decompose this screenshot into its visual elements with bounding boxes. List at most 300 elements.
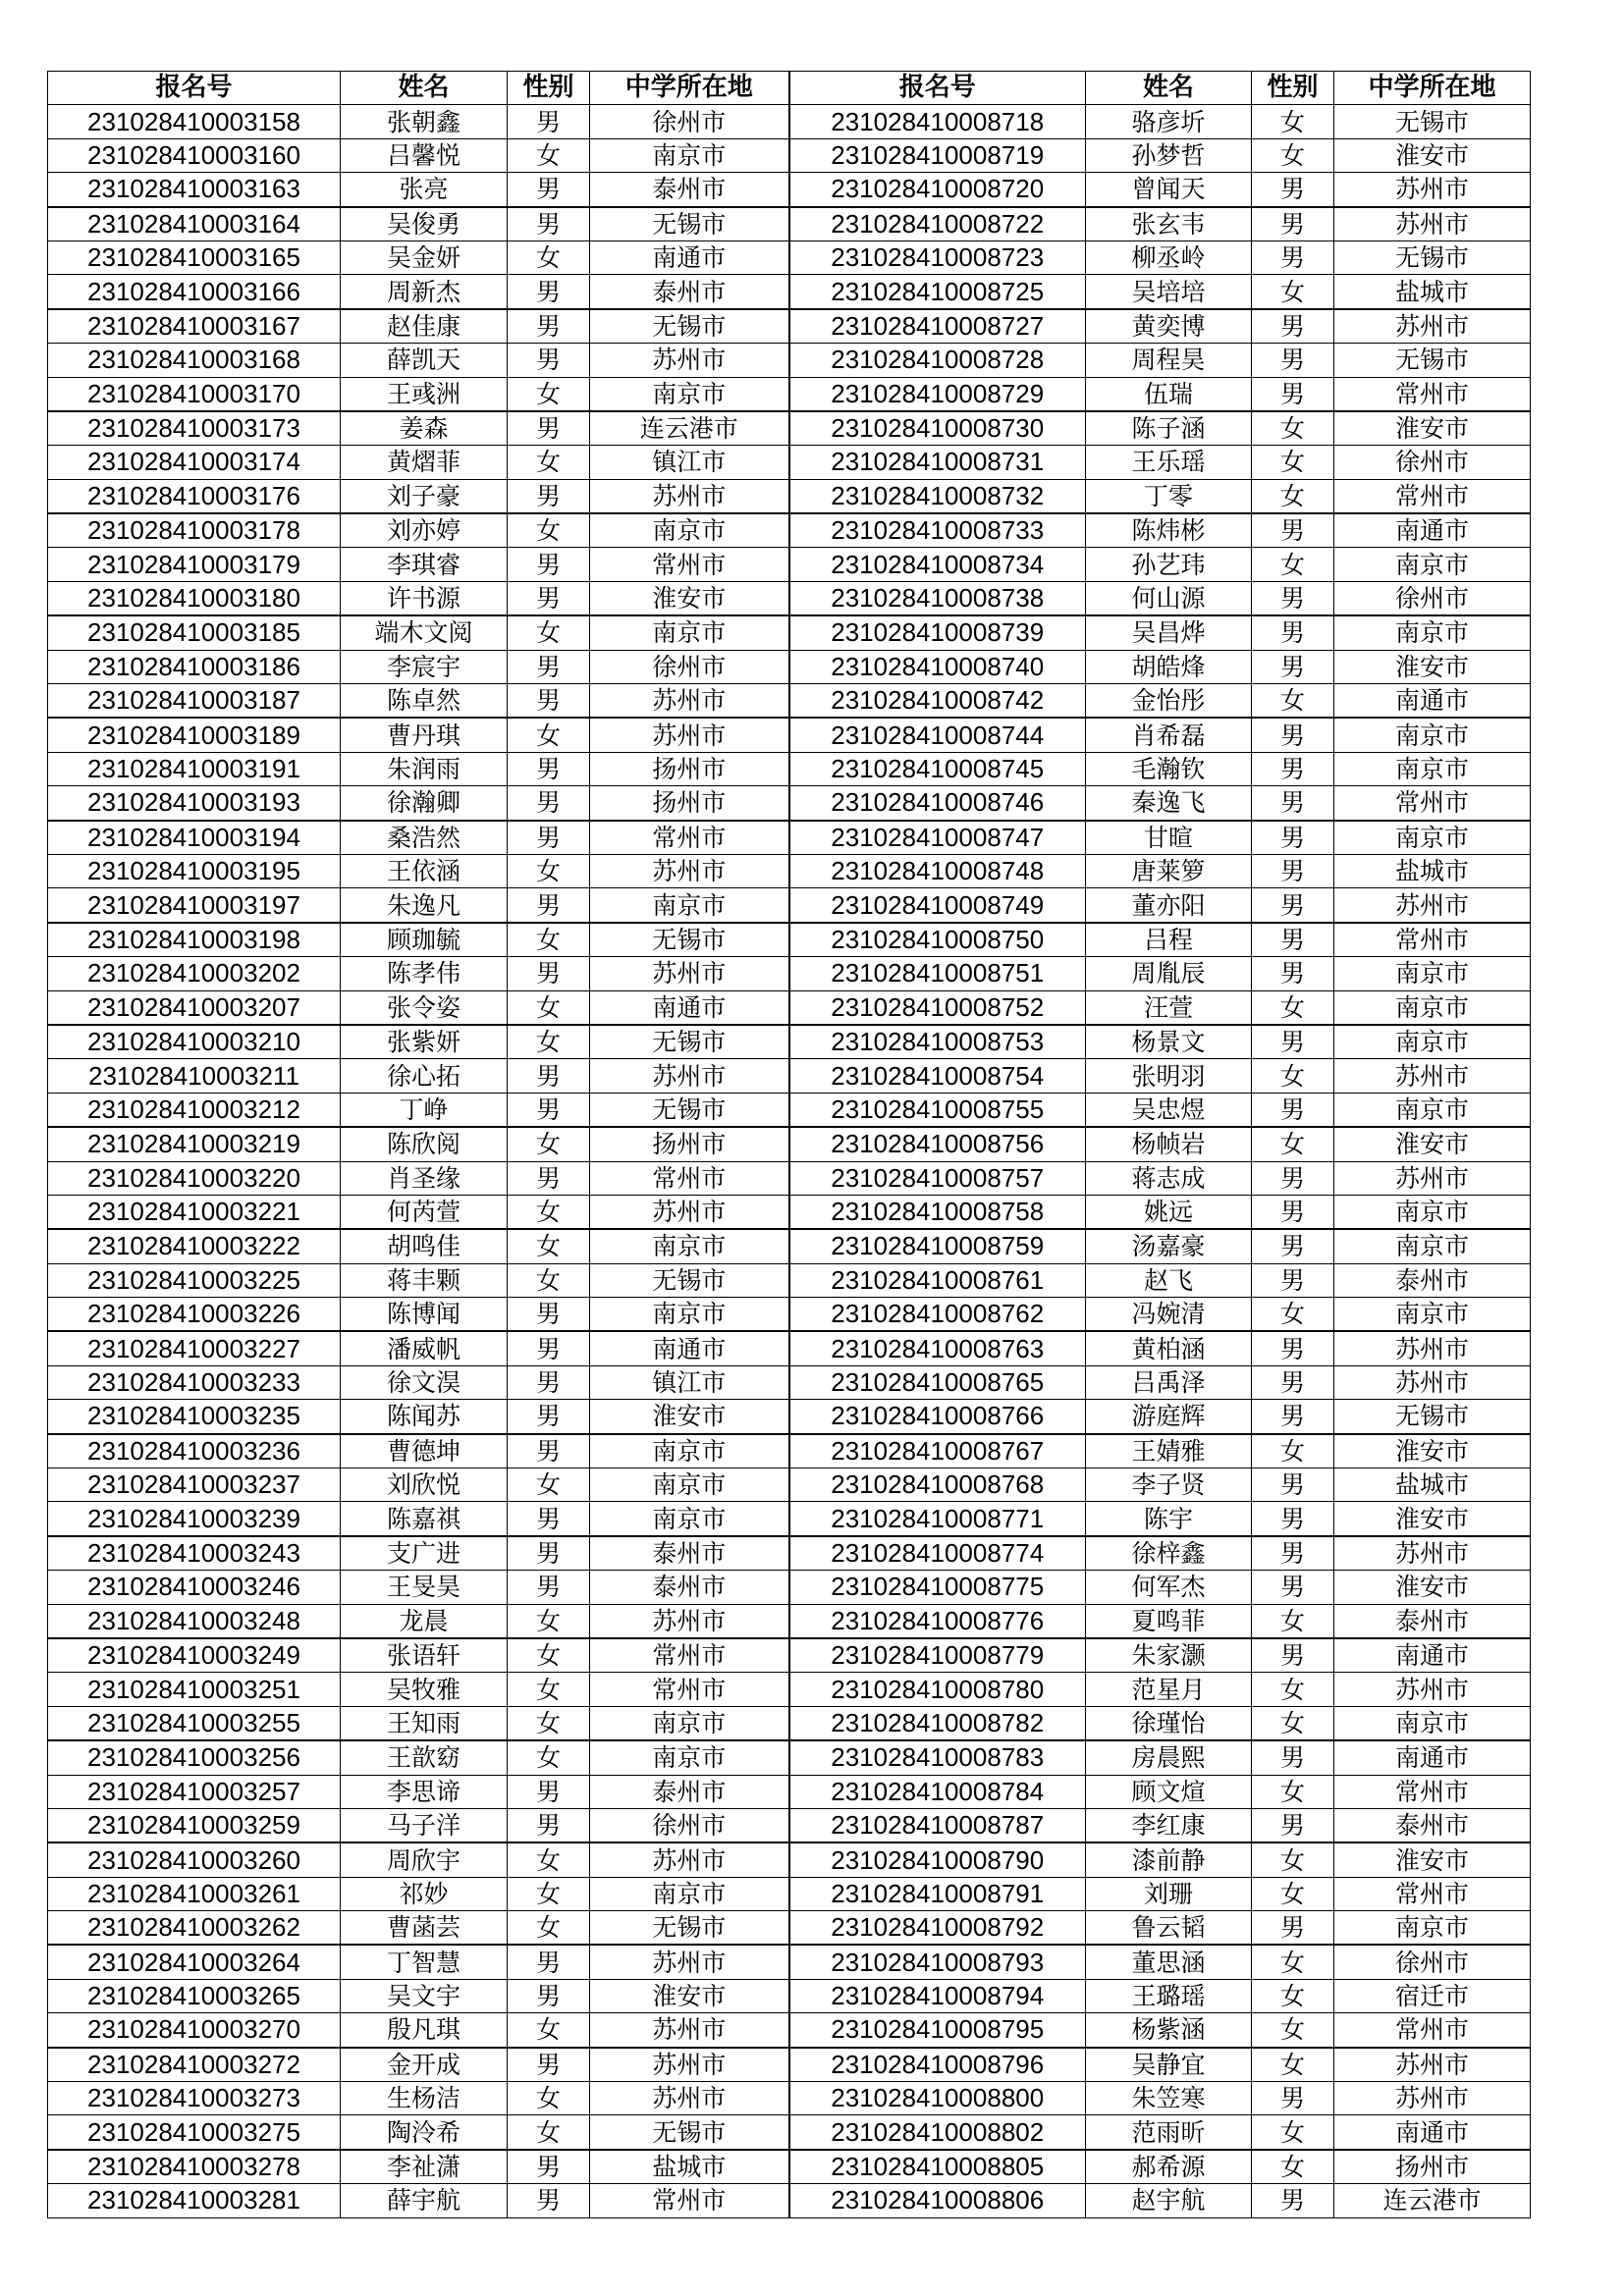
cell-name: 陶泠希: [341, 2115, 508, 2150]
cell-gender: 男: [1252, 1502, 1334, 1536]
cell-city: 南京市: [590, 1740, 789, 1775]
cell-id: 231028410008739: [789, 615, 1086, 650]
cell-gender: 男: [508, 275, 590, 309]
cell-name: 骆彦圻: [1086, 105, 1252, 138]
cell-name: 范雨昕: [1086, 2115, 1252, 2150]
cell-id: 231028410008759: [789, 1229, 1086, 1263]
cell-gender: 男: [1252, 1808, 1334, 1842]
cell-city: 扬州市: [1334, 2150, 1531, 2184]
cell-city: 南京市: [1334, 1229, 1531, 1263]
cell-name: 何军杰: [1086, 1571, 1252, 1604]
cell-city: 苏州市: [590, 957, 789, 990]
table-row: [48, 1468, 1531, 1502]
cell-id: 231028410008731: [789, 446, 1086, 479]
cell-name: 曹德坤: [341, 1434, 508, 1468]
cell-gender: 男: [1252, 1740, 1334, 1775]
cell-name: 许书源: [341, 581, 508, 615]
cell-city: 盐城市: [1334, 1468, 1531, 1502]
cell-name: 吴昌烨: [1086, 615, 1252, 650]
cell-name: 范星月: [1086, 1673, 1252, 1706]
cell-gender: 男: [508, 1808, 590, 1842]
cell-id: 231028410008745: [789, 752, 1086, 785]
cell-gender: 男: [1252, 888, 1334, 923]
cell-id: 231028410003166: [48, 275, 341, 309]
cell-name: 李祉潇: [341, 2150, 508, 2184]
cell-city: 南通市: [590, 240, 789, 274]
cell-gender: 男: [1252, 1263, 1334, 1297]
cell-city: 南京市: [590, 1706, 789, 1740]
cell-name: 姚远: [1086, 1195, 1252, 1229]
cell-id: 231028410008728: [789, 344, 1086, 377]
cell-name: 刘亦婷: [341, 513, 508, 548]
cell-gender: 女: [1252, 1706, 1334, 1740]
cell-city: 盐城市: [1334, 854, 1531, 887]
cell-gender: 男: [508, 105, 590, 138]
cell-gender: 女: [508, 1263, 590, 1297]
cell-name: 吕程: [1086, 923, 1252, 957]
cell-city: 淮安市: [1334, 1571, 1531, 1604]
cell-id: 231028410003189: [48, 718, 341, 752]
cell-name: 杨景文: [1086, 1025, 1252, 1059]
cell-id: 231028410003185: [48, 615, 341, 650]
cell-gender: 女: [1252, 1434, 1334, 1468]
cell-city: 南通市: [1334, 513, 1531, 548]
cell-name: 顾文煊: [1086, 1775, 1252, 1808]
cell-gender: 男: [1252, 1400, 1334, 1434]
cell-gender: 男: [1252, 173, 1334, 207]
cell-city: 南京市: [590, 615, 789, 650]
table-row: [48, 513, 1531, 548]
cell-city: 扬州市: [590, 1127, 789, 1161]
table-row: [48, 752, 1531, 785]
cell-gender: 女: [508, 446, 590, 479]
cell-gender: 男: [508, 684, 590, 719]
cell-id: 231028410008800: [789, 2082, 1086, 2115]
cell-id: 231028410008796: [789, 2048, 1086, 2082]
cell-name: 黄柏涵: [1086, 1331, 1252, 1365]
table-row: [48, 1842, 1531, 1877]
cell-gender: 男: [508, 1331, 590, 1365]
cell-gender: 女: [1252, 479, 1334, 513]
cell-id: 231028410003270: [48, 2013, 341, 2048]
cell-gender: 女: [508, 1638, 590, 1673]
table-row: [48, 2082, 1531, 2115]
cell-gender: 女: [1252, 105, 1334, 138]
cell-name: 朱润雨: [341, 752, 508, 785]
cell-gender: 女: [508, 615, 590, 650]
cell-city: 苏州市: [1334, 2048, 1531, 2082]
table-row: [48, 957, 1531, 990]
cell-city: 南京市: [1334, 1911, 1531, 1946]
cell-id: 231028410003275: [48, 2115, 341, 2150]
cell-name: 吴俊勇: [341, 207, 508, 241]
cell-city: 南通市: [590, 1331, 789, 1365]
cell-gender: 男: [508, 1298, 590, 1332]
cell-city: 连云港市: [590, 411, 789, 446]
cell-city: 泰州市: [1334, 1263, 1531, 1297]
cell-name: 吴金妍: [341, 240, 508, 274]
cell-name: 夏鸣菲: [1086, 1604, 1252, 1638]
cell-gender: 女: [1252, 1127, 1334, 1161]
cell-id: 231028410008734: [789, 548, 1086, 581]
cell-gender: 男: [1252, 309, 1334, 344]
cell-name: 曹菡芸: [341, 1911, 508, 1946]
cell-city: 苏州市: [590, 344, 789, 377]
cell-name: 吴牧雅: [341, 1673, 508, 1706]
cell-gender: 女: [508, 990, 590, 1025]
cell-id: 231028410008779: [789, 1638, 1086, 1673]
cell-id: 231028410008795: [789, 2013, 1086, 2048]
cell-gender: 女: [1252, 684, 1334, 719]
cell-id: 231028410003160: [48, 138, 341, 172]
table-row: [48, 786, 1531, 821]
cell-name: 朱逸凡: [341, 888, 508, 923]
header-name: 姓名: [341, 72, 508, 105]
cell-id: 231028410008775: [789, 1571, 1086, 1604]
cell-name: 肖希磊: [1086, 718, 1252, 752]
cell-id: 231028410008792: [789, 1911, 1086, 1946]
cell-city: 无锡市: [590, 1263, 789, 1297]
cell-city: 南京市: [1334, 615, 1531, 650]
cell-city: 无锡市: [1334, 344, 1531, 377]
cell-gender: 女: [508, 240, 590, 274]
cell-gender: 男: [508, 821, 590, 855]
cell-id: 231028410003173: [48, 411, 341, 446]
table-row: [48, 1502, 1531, 1536]
cell-id: 231028410008740: [789, 650, 1086, 683]
cell-name: 王璐瑶: [1086, 1979, 1252, 2012]
cell-city: 苏州市: [1334, 309, 1531, 344]
cell-city: 南京市: [590, 888, 789, 923]
cell-id: 231028410003194: [48, 821, 341, 855]
cell-name: 董思涵: [1086, 1945, 1252, 1979]
cell-id: 231028410003197: [48, 888, 341, 923]
cell-city: 苏州市: [590, 2082, 789, 2115]
table-row: [48, 207, 1531, 241]
cell-gender: 男: [508, 752, 590, 785]
cell-name: 曾闻天: [1086, 173, 1252, 207]
cell-id: 231028410003233: [48, 1365, 341, 1399]
cell-name: 王旻昊: [341, 1571, 508, 1604]
cell-gender: 女: [508, 2082, 590, 2115]
cell-name: 唐莱箩: [1086, 854, 1252, 887]
table-row: [48, 1877, 1531, 1910]
cell-name: 朱笠寒: [1086, 2082, 1252, 2115]
cell-name: 陈闻苏: [341, 1400, 508, 1434]
cell-gender: 男: [508, 957, 590, 990]
cell-id: 231028410008718: [789, 105, 1086, 138]
cell-gender: 女: [508, 1877, 590, 1910]
cell-city: 南通市: [1334, 684, 1531, 719]
cell-city: 淮安市: [1334, 1502, 1531, 1536]
table-row: [48, 1195, 1531, 1229]
cell-city: 南京市: [1334, 1093, 1531, 1127]
cell-city: 淮安市: [1334, 411, 1531, 446]
cell-name: 支广进: [341, 1536, 508, 1571]
cell-name: 刘子豪: [341, 479, 508, 513]
cell-gender: 女: [508, 923, 590, 957]
cell-id: 231028410003211: [48, 1059, 341, 1093]
cell-city: 南京市: [1334, 821, 1531, 855]
cell-gender: 女: [508, 1842, 590, 1877]
cell-id: 231028410008742: [789, 684, 1086, 719]
cell-gender: 男: [508, 1979, 590, 2012]
cell-gender: 男: [508, 1536, 590, 1571]
cell-gender: 男: [1252, 1571, 1334, 1604]
cell-gender: 男: [1252, 1195, 1334, 1229]
cell-name: 蒋志成: [1086, 1161, 1252, 1195]
cell-id: 231028410003179: [48, 548, 341, 581]
cell-gender: 男: [508, 650, 590, 683]
cell-name: 陈炜彬: [1086, 513, 1252, 548]
table-row: [48, 2150, 1531, 2184]
cell-name: 曹丹琪: [341, 718, 508, 752]
table-row: [48, 1025, 1531, 1059]
cell-name: 张明羽: [1086, 1059, 1252, 1093]
cell-city: 南京市: [1334, 548, 1531, 581]
header-id: 报名号: [789, 72, 1086, 105]
cell-name: 李子贤: [1086, 1468, 1252, 1502]
cell-id: 231028410003246: [48, 1571, 341, 1604]
cell-city: 无锡市: [590, 2115, 789, 2150]
cell-id: 231028410003281: [48, 2184, 341, 2217]
cell-id: 231028410008722: [789, 207, 1086, 241]
cell-id: 231028410003164: [48, 207, 341, 241]
cell-city: 无锡市: [590, 923, 789, 957]
cell-id: 231028410008761: [789, 1263, 1086, 1297]
cell-city: 扬州市: [590, 752, 789, 785]
cell-name: 李宸宇: [341, 650, 508, 683]
cell-id: 231028410008771: [789, 1502, 1086, 1536]
cell-gender: 女: [508, 1706, 590, 1740]
cell-id: 231028410003222: [48, 1229, 341, 1263]
cell-name: 杨帧岩: [1086, 1127, 1252, 1161]
cell-id: 231028410003165: [48, 240, 341, 274]
cell-city: 苏州市: [590, 1059, 789, 1093]
cell-id: 231028410003202: [48, 957, 341, 990]
cell-gender: 女: [508, 2115, 590, 2150]
cell-id: 231028410008750: [789, 923, 1086, 957]
cell-city: 南通市: [1334, 2115, 1531, 2150]
cell-name: 张紫妍: [341, 1025, 508, 1059]
cell-gender: 男: [508, 2150, 590, 2184]
cell-name: 毛瀚钦: [1086, 752, 1252, 785]
cell-city: 南通市: [1334, 1740, 1531, 1775]
cell-name: 张语轩: [341, 1638, 508, 1673]
cell-city: 苏州市: [590, 1604, 789, 1638]
table-row: [48, 1331, 1531, 1365]
cell-id: 231028410008784: [789, 1775, 1086, 1808]
cell-name: 周胤辰: [1086, 957, 1252, 990]
cell-city: 常州市: [1334, 479, 1531, 513]
cell-name: 张朝鑫: [341, 105, 508, 138]
table-row: [48, 615, 1531, 650]
cell-city: 常州市: [590, 1638, 789, 1673]
cell-id: 231028410008720: [789, 173, 1086, 207]
cell-name: 徐瀚卿: [341, 786, 508, 821]
cell-gender: 男: [1252, 1536, 1334, 1571]
cell-id: 231028410003251: [48, 1673, 341, 1706]
cell-id: 231028410003191: [48, 752, 341, 785]
cell-id: 231028410003255: [48, 1706, 341, 1740]
cell-gender: 女: [1252, 1673, 1334, 1706]
cell-city: 常州市: [590, 548, 789, 581]
cell-name: 何芮萱: [341, 1195, 508, 1229]
table-row: [48, 1229, 1531, 1263]
cell-gender: 男: [508, 1775, 590, 1808]
cell-name: 秦逸飞: [1086, 786, 1252, 821]
cell-name: 王知雨: [341, 1706, 508, 1740]
cell-city: 扬州市: [590, 786, 789, 821]
cell-gender: 男: [1252, 1331, 1334, 1365]
cell-gender: 男: [508, 173, 590, 207]
cell-city: 泰州市: [590, 1775, 789, 1808]
cell-id: 231028410003256: [48, 1740, 341, 1775]
cell-gender: 女: [508, 1468, 590, 1502]
table-row: [48, 1127, 1531, 1161]
cell-gender: 女: [1252, 2150, 1334, 2184]
table-row: [48, 684, 1531, 719]
cell-gender: 女: [508, 1911, 590, 1946]
table-row: [48, 275, 1531, 309]
cell-city: 徐州市: [1334, 446, 1531, 479]
cell-id: 231028410003180: [48, 581, 341, 615]
cell-city: 无锡市: [590, 309, 789, 344]
cell-id: 231028410003225: [48, 1263, 341, 1297]
table-row: [48, 718, 1531, 752]
cell-name: 徐心拓: [341, 1059, 508, 1093]
cell-city: 南京市: [590, 513, 789, 548]
cell-gender: 男: [1252, 786, 1334, 821]
cell-gender: 男: [508, 1161, 590, 1195]
cell-id: 231028410008762: [789, 1298, 1086, 1332]
cell-gender: 男: [1252, 1911, 1334, 1946]
cell-name: 生杨洁: [341, 2082, 508, 2115]
cell-city: 南京市: [590, 138, 789, 172]
table-row: [48, 581, 1531, 615]
cell-city: 南京市: [1334, 957, 1531, 990]
cell-name: 丁智慧: [341, 1945, 508, 1979]
cell-name: 薛凯天: [341, 344, 508, 377]
cell-id: 231028410003168: [48, 344, 341, 377]
cell-city: 徐州市: [1334, 581, 1531, 615]
table-row: [48, 105, 1531, 138]
cell-city: 苏州市: [590, 684, 789, 719]
cell-name: 吴文宇: [341, 1979, 508, 2012]
cell-id: 231028410008757: [789, 1161, 1086, 1195]
cell-id: 231028410008747: [789, 821, 1086, 855]
cell-city: 苏州市: [1334, 1331, 1531, 1365]
cell-id: 231028410003273: [48, 2082, 341, 2115]
cell-gender: 女: [1252, 1877, 1334, 1910]
cell-id: 231028410008755: [789, 1093, 1086, 1127]
cell-gender: 男: [1252, 923, 1334, 957]
cell-name: 周新杰: [341, 275, 508, 309]
cell-gender: 女: [508, 1195, 590, 1229]
cell-name: 丁峥: [341, 1093, 508, 1127]
cell-id: 231028410003174: [48, 446, 341, 479]
cell-city: 南京市: [1334, 990, 1531, 1025]
cell-gender: 男: [1252, 344, 1334, 377]
cell-name: 孙梦哲: [1086, 138, 1252, 172]
cell-id: 231028410003163: [48, 173, 341, 207]
cell-gender: 男: [1252, 1161, 1334, 1195]
cell-gender: 女: [508, 2013, 590, 2048]
cell-name: 甘暄: [1086, 821, 1252, 855]
table-row: [48, 1161, 1531, 1195]
cell-gender: 女: [1252, 990, 1334, 1025]
cell-gender: 女: [508, 1604, 590, 1638]
cell-name: 郝希源: [1086, 2150, 1252, 2184]
table-row: [48, 479, 1531, 513]
cell-id: 231028410003239: [48, 1502, 341, 1536]
cell-gender: 女: [508, 513, 590, 548]
cell-id: 231028410008805: [789, 2150, 1086, 2184]
cell-city: 南京市: [590, 1877, 789, 1910]
cell-city: 常州市: [1334, 1775, 1531, 1808]
cell-name: 汪萱: [1086, 990, 1252, 1025]
cell-name: 黄奕博: [1086, 309, 1252, 344]
table-row: [48, 309, 1531, 344]
cell-gender: 女: [508, 854, 590, 887]
cell-gender: 女: [508, 1025, 590, 1059]
cell-name: 柳丞岭: [1086, 240, 1252, 274]
cell-id: 231028410003226: [48, 1298, 341, 1332]
cell-name: 鲁云韬: [1086, 1911, 1252, 1946]
cell-name: 孙艺玮: [1086, 548, 1252, 581]
table-row: [48, 1604, 1531, 1638]
cell-name: 陈卓然: [341, 684, 508, 719]
cell-city: 南京市: [1334, 1195, 1531, 1229]
cell-gender: 女: [1252, 1604, 1334, 1638]
cell-gender: 女: [508, 1229, 590, 1263]
table-row: [48, 990, 1531, 1025]
cell-city: 淮安市: [1334, 1127, 1531, 1161]
cell-gender: 男: [1252, 957, 1334, 990]
table-row: [48, 2013, 1531, 2048]
cell-name: 马子洋: [341, 1808, 508, 1842]
cell-gender: 男: [508, 1059, 590, 1093]
cell-name: 端木文阅: [341, 615, 508, 650]
cell-id: 231028410003237: [48, 1468, 341, 1502]
table-row: [48, 923, 1531, 957]
cell-name: 潘威帆: [341, 1331, 508, 1365]
cell-id: 231028410008727: [789, 309, 1086, 344]
table-row: [48, 2115, 1531, 2150]
cell-name: 徐瑾怡: [1086, 1706, 1252, 1740]
cell-city: 苏州市: [1334, 173, 1531, 207]
cell-id: 231028410008758: [789, 1195, 1086, 1229]
cell-city: 南通市: [1334, 1638, 1531, 1673]
cell-gender: 男: [1252, 615, 1334, 650]
cell-gender: 男: [1252, 240, 1334, 274]
cell-city: 常州市: [590, 1673, 789, 1706]
cell-id: 231028410008783: [789, 1740, 1086, 1775]
table-row: [48, 240, 1531, 274]
cell-gender: 男: [1252, 207, 1334, 241]
header-gender: 性别: [1252, 72, 1334, 105]
cell-gender: 女: [508, 377, 590, 411]
cell-city: 苏州市: [1334, 1673, 1531, 1706]
cell-name: 王彧洲: [341, 377, 508, 411]
cell-id: 231028410008791: [789, 1877, 1086, 1910]
cell-gender: 女: [1252, 446, 1334, 479]
cell-id: 231028410008756: [789, 1127, 1086, 1161]
cell-gender: 男: [1252, 1365, 1334, 1399]
cell-name: 刘欣悦: [341, 1468, 508, 1502]
cell-city: 苏州市: [590, 2013, 789, 2048]
cell-city: 苏州市: [1334, 1365, 1531, 1399]
